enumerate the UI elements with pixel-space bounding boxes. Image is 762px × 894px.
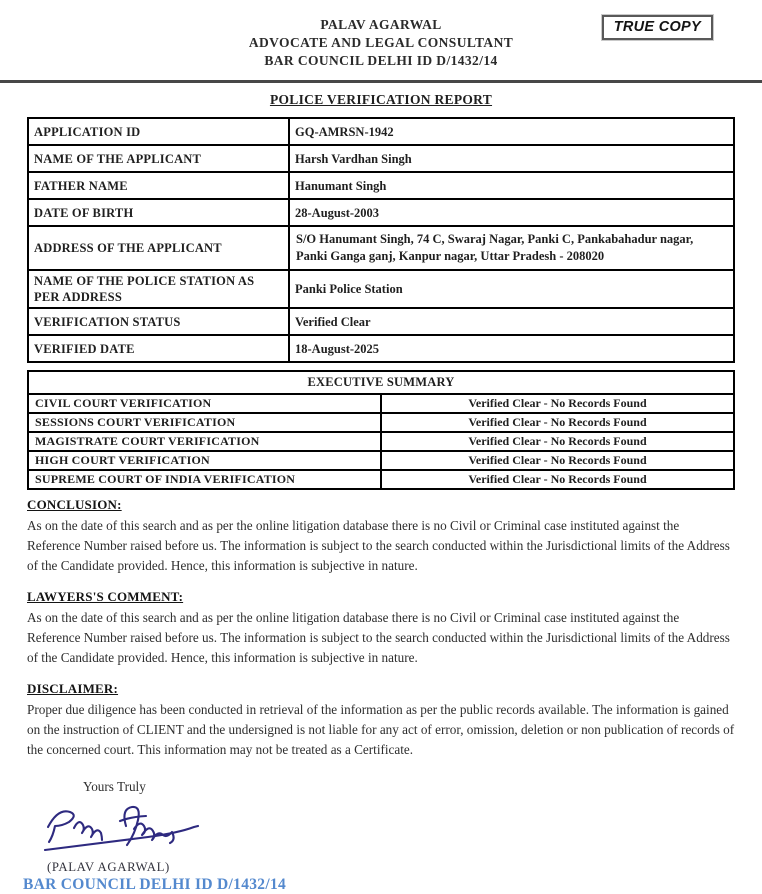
closing-salutation: Yours Truly [83,779,146,794]
row-label: NAME OF THE APPLICANT [28,145,289,172]
row-value: Verified Clear - No Records Found [381,432,734,451]
disclaimer-body: Proper due diligence has been conducted in retrieval of the information as per the public records available. The information is gained on the instruction of CLIENT and the undersigned is not liable for any act of error, omission, deletion or non publication of records of the concerned court. This information may not be treated as a Certificate. [27,702,735,757]
row-label: ADDRESS OF THE APPLICANT [28,226,289,270]
conclusion-heading: CONCLUSION: [27,497,122,512]
row-value: 18-August-2025 [289,335,734,362]
row-label: MAGISTRATE COURT VERIFICATION [28,432,381,451]
true-copy-stamp [602,15,713,40]
text-sections [27,497,735,760]
row-label: SUPREME COURT OF INDIA VERIFICATION [28,470,381,489]
executive-summary-table [27,370,735,490]
table-row-civil-court [28,394,734,413]
row-value: Verified Clear [289,308,734,335]
row-label: CIVIL COURT VERIFICATION [28,394,381,413]
row-value: Verified Clear - No Records Found [381,470,734,489]
table-row-verification-status [28,308,734,335]
row-value: Harsh Vardhan Singh [289,145,734,172]
row-label: FATHER NAME [28,172,289,199]
table-row-application-id [28,118,734,145]
applicant-details-table [27,117,735,363]
letterhead-advocate-name: PALAV AGARWAL [320,17,442,32]
table-row-address [28,226,734,270]
table-row-magistrate-court [28,432,734,451]
row-label: VERIFIED DATE [28,335,289,362]
table-row-police-station [28,270,734,308]
signatory-name: (PALAV AGARWAL) [47,860,170,874]
executive-summary-title: EXECUTIVE SUMMARY [28,371,734,394]
header-divider [0,80,762,83]
handwritten-signature [38,799,218,855]
row-label: SESSIONS COURT VERIFICATION [28,413,381,432]
row-value: Verified Clear - No Records Found [381,394,734,413]
true-copy-stamp-label: TRUE COPY [613,19,701,35]
document-title [0,92,762,108]
disclaimer-heading: DISCLAIMER: [27,681,119,696]
document-title-text: POLICE VERIFICATION REPORT [269,92,493,107]
table-row-applicant-name [28,145,734,172]
letterhead-bar-council-id: BAR COUNCIL DELHI ID D/1432/14 [264,53,498,68]
row-label: VERIFICATION STATUS [28,308,289,335]
table-row-father-name [28,172,734,199]
executive-summary-header-row [28,371,734,394]
table-row-high-court [28,451,734,470]
row-value: Verified Clear - No Records Found [381,451,734,470]
lawyers-comment-heading: LAWYERS'S COMMENT: [27,589,184,604]
row-label: HIGH COURT VERIFICATION [28,451,381,470]
row-value: S/O Hanumant Singh, 74 C, Swaraj Nagar, Panki C, Pankabahadur nagar, Panki Ganga ganj, Kanpur nagar, Uttar Pradesh - 208020 [289,226,734,270]
row-label: DATE OF BIRTH [28,199,289,226]
row-value: 28-August-2003 [289,199,734,226]
row-value: Verified Clear - No Records Found [381,413,734,432]
row-label: APPLICATION ID [28,118,289,145]
row-value: Panki Police Station [289,270,734,308]
table-row-verified-date [28,335,734,362]
lawyers-comment-body: As on the date of this search and as per the online litigation database there is no Civil or Criminal case instituted against the Reference Number raised before us. The information is subject to the search conducted within the Jurisdictional limits of the Address of the Candidate provided. Hence, this information is subjective in nature. [27,610,730,665]
conclusion-body: As on the date of this search and as per the online litigation database there is no Civil or Criminal case instituted against the Reference Number raised before us. The information is subject to the search conducted within the Jurisdictional limits of the Address of the Candidate provided. Hence, this information is subjective in nature. [27,518,730,573]
row-value: Hanumant Singh [289,172,734,199]
letterhead-designation: ADVOCATE AND LEGAL CONSULTANT [248,35,514,50]
bar-council-id-footer: BAR COUNCIL DELHI ID D/1432/14 [23,876,287,893]
table-row-sessions-court [28,413,734,432]
table-row-date-of-birth [28,199,734,226]
row-value: GQ-AMRSN-1942 [289,118,734,145]
table-row-supreme-court [28,470,734,489]
row-label: NAME OF THE POLICE STATION AS PER ADDRESS [28,270,289,308]
